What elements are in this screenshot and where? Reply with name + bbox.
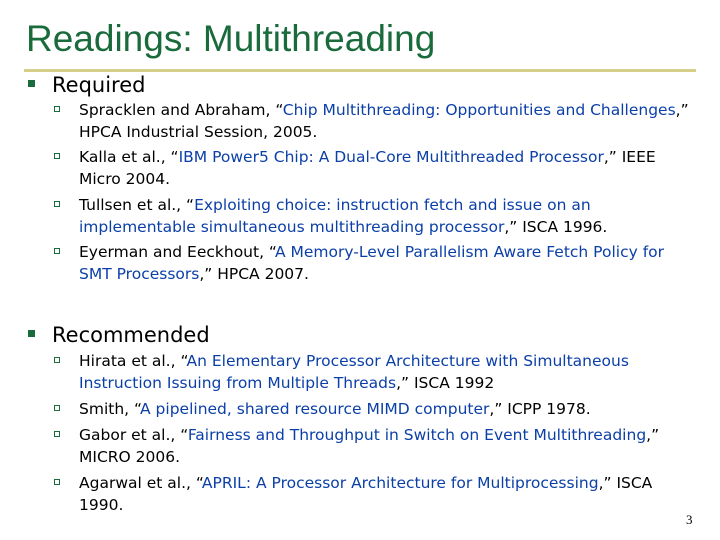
reference-title: A Memory-Level Parallelism Aware Fetch Policy for SMT Processors [79, 243, 665, 283]
reference-title: Fairness and Throughput in Switch on Event Multithreading [187, 426, 647, 444]
hollow-square-bullet-icon [54, 201, 60, 207]
reference-text [79, 99, 691, 143]
reference-text [79, 194, 691, 238]
reference-authors: Hirata et al., “ [79, 352, 187, 370]
reference-venue: ,” ICPP 1978. [489, 400, 591, 418]
hollow-square-bullet-icon [54, 106, 60, 112]
reference-authors: Smith, “ [79, 400, 141, 418]
reference-title: An Elementary Processor Architecture with Simultaneous Instruction Issuing from Multiple Threads [79, 352, 629, 392]
hollow-square-bullet-icon [54, 248, 60, 254]
reference-venue: ,” HPCA Industrial Session, 2005. [79, 101, 689, 141]
reference-venue: ,” ISCA 1992 [396, 374, 495, 392]
reference-venue: ,” ISCA 1990. [79, 474, 653, 514]
hollow-square-bullet-icon [54, 479, 60, 485]
reference-text [79, 424, 691, 468]
square-bullet-icon [28, 80, 35, 87]
hollow-square-bullet-icon [54, 431, 60, 437]
hollow-square-bullet-icon [54, 405, 60, 411]
reference-venue: ,” HPCA 2007. [199, 265, 309, 283]
reference-venue: ,” MICRO 2006. [79, 426, 660, 466]
section-label: Required [52, 73, 146, 97]
hollow-square-bullet-icon [54, 357, 60, 363]
reference-text [79, 146, 691, 190]
reference-text [79, 241, 691, 285]
page-number: 3 [686, 512, 693, 527]
hollow-square-bullet-icon [54, 153, 60, 159]
reference-text [79, 398, 691, 420]
section-label: Recommended [52, 323, 210, 347]
reference-title: Chip Multithreading: Opportunities and Challenges [282, 101, 676, 119]
reference-text [79, 472, 691, 516]
reference-title: IBM Power5 Chip: A Dual-Core Multithreaded Processor [178, 148, 604, 166]
reference-authors: Kalla et al., “ [79, 148, 179, 166]
reference-title: APRIL: A Processor Architecture for Multiprocessing [201, 474, 599, 492]
reference-title: Exploiting choice: instruction fetch and issue on an implementable simultaneous multithreading processor [79, 196, 591, 236]
reference-authors: Eyerman and Eeckhout, “ [79, 243, 275, 261]
reference-venue: ,” ISCA 1996. [504, 218, 608, 236]
reference-authors: Spracklen and Abraham, “ [79, 101, 283, 119]
reference-text [79, 350, 691, 394]
reference-venue: ,” IEEE Micro 2004. [79, 148, 656, 188]
reference-authors: Agarwal et al., “ [79, 474, 202, 492]
reference-title: A pipelined, shared resource MIMD computer [140, 400, 490, 418]
reference-authors: Tullsen et al., “ [79, 196, 195, 214]
slide-title: Readings: Multithreading [26, 18, 436, 59]
reference-authors: Gabor et al., “ [79, 426, 188, 444]
square-bullet-icon [28, 330, 35, 337]
